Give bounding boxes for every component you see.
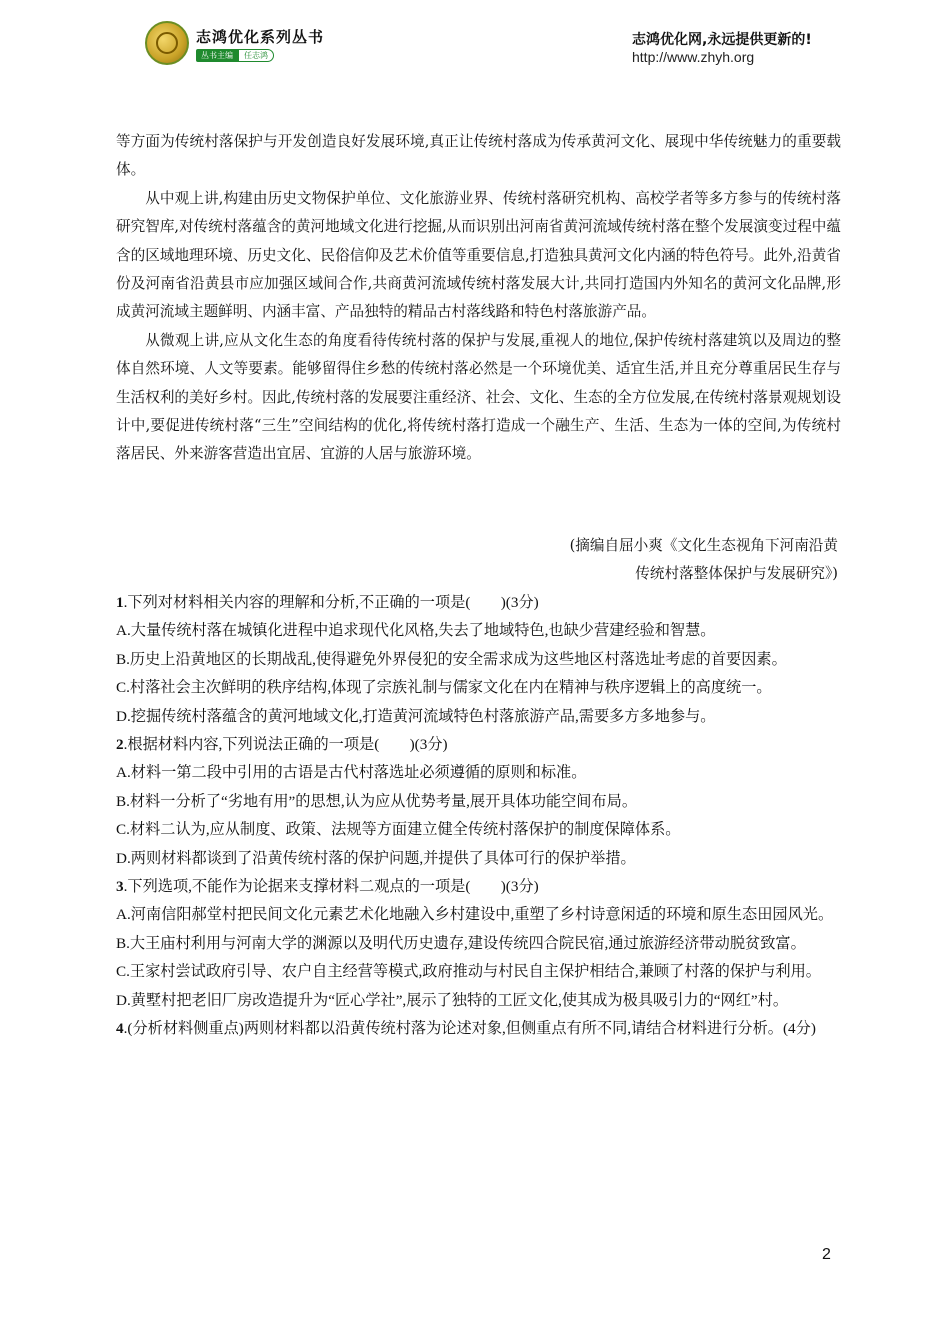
question-text: .根据材料内容,下列说法正确的一项是( )(3分) (123, 736, 448, 754)
answer-option[interactable]: A.材料一第二段中引用的古语是古代村落选址必须遵循的原则和标准。 (116, 764, 587, 782)
site-slogan: 志鸿优化网,永远提供更新的! (632, 32, 812, 48)
question-text: .下列对材料相关内容的理解和分析,不正确的一项是( )(3分) (123, 594, 539, 611)
question-number: 3 (116, 878, 124, 896)
material-text (116, 128, 841, 469)
question-number: 4 (116, 1020, 124, 1038)
answer-option[interactable]: D.黄墅村把老旧厂房改造提升为“匠心学社”,展示了独特的工匠文化,使其成为极具吸引力的“网红”村。 (116, 991, 789, 1009)
question-stem (116, 873, 841, 901)
page-header (0, 0, 950, 80)
question-list (116, 589, 841, 1044)
citation-line: 传统村落整体保护与发展研究》) (635, 565, 838, 583)
answer-option[interactable]: A.河南信阳郝堂村把民间文化元素艺术化地融入乡村建设中,重塑了乡村诗意闲适的环境和原生态田园风光。 (116, 906, 834, 924)
series-logo-icon (145, 21, 189, 65)
citation-line: (摘编自屈小爽《文化生态视角下河南沿黄 (569, 537, 838, 554)
answer-option[interactable]: B.大王庙村利用与河南大学的渊源以及明代历史遗存,建设传统四合院民宿,通过旅游经济带动脱贫致富。 (116, 934, 806, 952)
question-stem (116, 1015, 841, 1043)
question-stem (116, 589, 841, 617)
editor-name: 任志鸿 (238, 49, 274, 62)
answer-option[interactable]: B.历史上沿黄地区的长期战乱,使得避免外界侵犯的安全需求成为这些地区村落选址考虑的首要因素。 (116, 650, 787, 668)
question-stem (116, 731, 841, 759)
answer-option[interactable]: C.王家村尝试政府引导、农户自主经营等模式,政府推动与村民自主保护相结合,兼顾了村落的保护与利用。 (116, 963, 821, 981)
editor-badge (196, 48, 274, 62)
material-paragraph: 等方面为传统村落保护与开发创造良好发展环境,真正让传统村落成为传承黄河文化、展现中华传统魅力的重要载体。 (116, 133, 841, 179)
material-paragraph: 从中观上讲,构建由历史文物保护单位、文化旅游业界、传统村落研究机构、高校学者等多方参与的传统村落研究智库,对传统村落蕴含的黄河地域文化进行挖掘,从而识别出河南省黄河流域传统村落在整个发展演变过程中蕴含的区域地理环境、历史文化、民俗信仰及艺术价值等重要信息,打造独具黄河文化内涵的特色符号。此外,沿黄省份及河南省沿黄县市应加强区域间合作,共商黄河流域传统村落发展大计,共同打造国内外知名的黄河文化品牌,形成黄河流域主题鲜明、内涵丰富、产品独特的精品古村落线路和特色村落旅游产品。 (116, 189, 841, 321)
series-title: 志鸿优化系列丛书 (196, 28, 325, 46)
answer-option[interactable]: D.挖掘传统村落蕴含的黄河地域文化,打造黄河流域特色村落旅游产品,需要多方多地参与。 (116, 707, 716, 725)
question-number: 1 (116, 594, 124, 611)
site-url-link[interactable]: http://www.zhyh.org (632, 49, 755, 65)
page-number: 2 (822, 1246, 831, 1263)
answer-option[interactable]: D.两则材料都谈到了沿黄传统村落的保护问题,并提供了具体可行的保护举措。 (116, 849, 636, 867)
editor-label: 丛书主编 (196, 49, 238, 62)
question-number: 2 (116, 736, 124, 754)
answer-option[interactable]: B.材料一分析了“劣地有用”的思想,认为应从优势考量,展开具体功能空间布局。 (116, 792, 638, 810)
question-text: .(分析材料侧重点)两则材料都以沿黄传统村落为论述对象,但侧重点有所不同,请结合材料进行分析。(4分) (123, 1020, 816, 1038)
material-paragraph: 从微观上讲,应从文化生态的角度看待传统村落的保护与发展,重视人的地位,保护传统村落建筑以及周边的整体自然环境、人文等要素。能够留得住乡愁的传统村落必然是一个环境优美、适宜生活,并且充分尊重居民生存与生活权利的美好乡村。因此,传统村落的发展要注重经济、社会、文化、生态的全方位发展,在传统村落景观规划设计中,要促进传统村落“三生”空间结构的优化,将传统村落打造成一个融生产、生活、生态为一体的空间,为传统村落居民、外来游客营造出宜居、宜游的人居与旅游环境。 (116, 331, 841, 463)
answer-option[interactable]: A.大量传统村落在城镇化进程中追求现代化风格,失去了地域特色,也缺少营建经验和智慧。 (116, 622, 716, 640)
answer-option[interactable]: C.材料二认为,应从制度、政策、法规等方面建立健全传统村落保护的制度保障体系。 (116, 821, 681, 839)
question-text: .下列选项,不能作为论据来支撑材料二观点的一项是( )(3分) (123, 878, 539, 896)
citation (460, 532, 838, 589)
answer-option[interactable]: C.村落社会主次鲜明的秩序结构,体现了宗族礼制与儒家文化在内在精神与秩序逻辑上的高度统一。 (116, 679, 772, 697)
